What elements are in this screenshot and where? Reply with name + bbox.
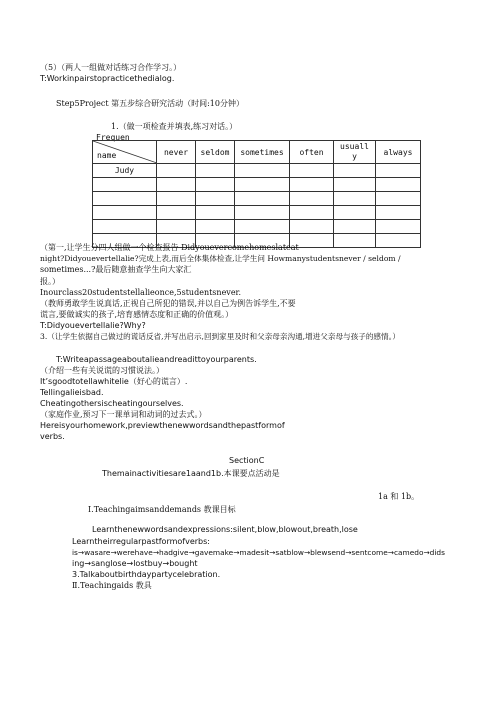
text-line: ing→sanglose→lostbuy→bought	[72, 559, 198, 568]
text-line: Cheatingothersischeatingourselves.	[40, 399, 184, 408]
text-line: （教师勇敢学生说真话,正视自己所犯的错误,并以自己为例告诉学生,不要	[40, 299, 296, 308]
text-line: 3.（让学生依据自己做过的谎话反省,并写出启示,回到家里及时和父亲母亲沟通,增进父亲母与孩子的感情。）	[40, 332, 400, 341]
text-line: Themainactivitiesare1aand1b.本课要点活动是	[102, 469, 280, 478]
text-line: It’sgoodtotellawhitelie（好心的谎言）.	[40, 377, 188, 386]
table-row	[93, 220, 421, 234]
table-header: always	[376, 141, 421, 164]
table-row	[93, 164, 421, 178]
text-line: T:Didyouevertellalie?Why?	[40, 321, 146, 330]
table-header: never	[157, 141, 196, 164]
text-line: 3.Talkaboutbirthdaypartycelebration.	[72, 570, 221, 579]
text-line: Tellingalieisbad.	[40, 388, 104, 397]
text-line: Learnthenewwordsandexpressions:silent,blow,blowout,breath,lose	[92, 525, 358, 534]
text-line: （第一,让学生分四人组做一个检查报告 Didyouevercomehomeslateat	[40, 243, 299, 252]
text-line: Hereisyourhomework,previewthenewwordsandthepastformof	[40, 421, 285, 430]
text-line: （介绍一些有关说谎的习惯说法。）	[40, 366, 164, 375]
text-line: （5）（两人一组做对话练习合作学习。）	[40, 63, 182, 72]
text-line: sometimes...?最后随意抽查学生向大家汇	[40, 265, 192, 274]
text-line: T:Writeapassageaboutalieandreadittoyourparents.	[56, 355, 257, 364]
text-line: 1a 和 1b。	[378, 492, 420, 501]
table-row	[93, 206, 421, 220]
table-header: sometimes	[235, 141, 290, 164]
text-line: Learntheirregularpastformofverbs:	[72, 537, 210, 546]
text-line: （家庭作业,预习下一课单词和动词的过去式。）	[40, 410, 207, 419]
table-corner-cell	[93, 141, 157, 164]
text-line: Inourclass20studentstellalieonce,5studentsnever.	[40, 288, 242, 297]
text-line: 谎言,要做诚实的孩子,培育感情态度和正确的价值观。）	[40, 310, 234, 319]
text-line: night?Didyouevertellalie?完成上表,而后全体集体检查,让学生问 Howmanystudentsnever / seldom /	[40, 254, 401, 263]
table-header: often	[290, 141, 334, 164]
table-corner-top: Frequen	[96, 133, 130, 142]
section-heading: SectionC	[229, 456, 265, 465]
text-line: 1.（做一项检查并填表,练习对话。）	[111, 122, 238, 131]
subheading: Ⅱ.Teachingaids 教具	[72, 581, 152, 590]
table-header: seldom	[196, 141, 235, 164]
table-header: usuall y	[334, 141, 376, 164]
table-row	[93, 192, 421, 206]
text-line: verbs.	[40, 432, 65, 441]
text-line: is→wasare→werehave→hadgive→gavemake→madesit→satblow→blewsend→sentcome→camedo→dids	[72, 548, 445, 557]
text-line: T:Workinpairstopracticethedialog.	[40, 74, 175, 83]
subheading: Ⅰ.Teachingaimsanddemands 教课目标	[88, 505, 236, 514]
table-row	[93, 178, 421, 192]
table-row-label: Judy	[93, 164, 157, 178]
text-line: 报。）	[40, 277, 60, 286]
step-heading: Step5Project 第五步综合研究活动（时间:10分钟）	[56, 99, 244, 108]
table-corner-bottom: name	[97, 150, 117, 160]
frequency-table	[92, 140, 421, 248]
